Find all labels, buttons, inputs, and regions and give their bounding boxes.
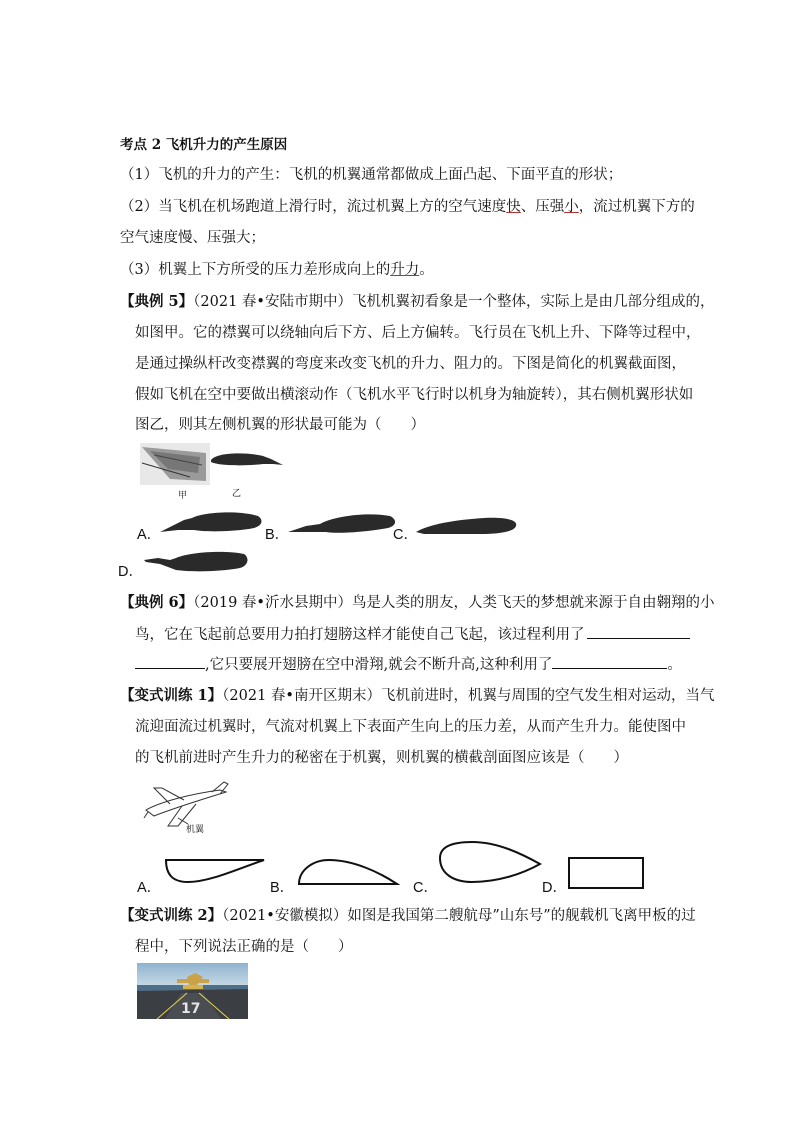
option-c-wing[interactable] xyxy=(414,514,520,538)
point-1: （1）飞机的升力的产生：飞机的机翼通常都做成上面凸起、下面平直的形状； xyxy=(120,167,623,183)
figure-jia-caption: 甲 xyxy=(178,490,188,500)
example-6-text: （2019 春•沂水县期中）鸟是人类的朋友，人类飞天的梦想就来源于自由翱翔的小 xyxy=(193,595,715,611)
example-6-end: 。 xyxy=(667,657,682,673)
practice-2-line1 xyxy=(120,906,696,926)
example-5-line5: 图乙，则其左侧机翼的形状最可能为（ ） xyxy=(135,417,425,433)
airplane-figure xyxy=(140,780,230,832)
example-5-text: （2021 春•安陆市期中）飞机机翼初看象是一个整体，实际上是由几部分组成的， xyxy=(193,294,715,310)
point-2 xyxy=(120,197,695,217)
practice-1-option-b-airfoil[interactable] xyxy=(293,856,403,888)
example-5-tag: 【典例 5】 xyxy=(120,293,194,310)
practice-1-line1 xyxy=(120,686,714,706)
example-5-line2: 如图甲。它的襟翼可以绕轴向后下方、后上方偏转。飞行员在飞机上升、下降等过程中， xyxy=(135,325,701,341)
point-2-line2: 空气速度慢、压强大； xyxy=(120,230,265,246)
practice-1-option-c-label[interactable]: C． xyxy=(413,880,438,896)
practice-1-option-d-label[interactable]: D． xyxy=(542,880,567,896)
practice-1-option-a-airfoil[interactable] xyxy=(160,854,270,888)
example-6-line1 xyxy=(120,593,714,613)
practice-1-line2: 流迎面流过机翼时，气流对机翼上下表面产生向上的压力差，从而产生升力。能使图中 xyxy=(135,719,686,735)
option-d-wing[interactable] xyxy=(140,550,252,574)
practice-1-option-b-label[interactable]: B． xyxy=(270,880,295,896)
point-2-text-c: ，流过机翼下方的 xyxy=(578,199,695,215)
practice-2-text: （2021•安徽模拟）如图是我国第二艘航母”山东号”的舰载机飞离甲板的过 xyxy=(222,908,696,924)
figure-yi-caption: 乙 xyxy=(232,488,242,498)
figure-jia-wing-photo xyxy=(140,443,210,485)
carrier-photo xyxy=(137,963,248,1019)
example-6-line2 xyxy=(135,624,690,645)
option-c-label[interactable]: C． xyxy=(393,527,418,543)
option-b-wing[interactable] xyxy=(286,508,398,536)
point-3-text-a: （3）机翼上下方所受的压力差形成向上的 xyxy=(120,262,391,278)
answer-small: 小 xyxy=(564,199,579,215)
option-a-label[interactable]: A． xyxy=(137,527,162,543)
point-2-text-a: （2）当飞机在机场跑道上滑行时，流过机翼上方的空气速度 xyxy=(120,199,507,215)
option-b-label[interactable]: B． xyxy=(265,527,290,543)
option-a-wing[interactable] xyxy=(158,506,264,536)
answer-blank-2[interactable] xyxy=(552,654,667,669)
answer-blank-1[interactable] xyxy=(587,624,690,639)
wing-caption: 机翼 xyxy=(186,824,205,834)
deck-number: 17 xyxy=(181,1001,201,1017)
practice-2-tag: 【变式训练 2】 xyxy=(120,907,223,924)
practice-1-text: （2021 春•南开区期末）飞机前进时，机翼与周围的空气发生相对运动，当气 xyxy=(222,688,715,704)
answer-fast: 快 xyxy=(506,199,521,215)
practice-2-line2: 程中，下列说法正确的是（ ） xyxy=(135,939,353,955)
example-5-line1 xyxy=(120,292,714,312)
point-2-text-b: 、压强 xyxy=(520,199,565,215)
example-6-text-2: 鸟，它在飞起前总要用力拍打翅膀这样才能使自己飞起，该过程利用了 xyxy=(135,627,585,643)
practice-1-option-a-label[interactable]: A． xyxy=(137,880,162,896)
point-3-text-b: 。 xyxy=(419,262,434,278)
point-3 xyxy=(120,260,434,280)
example-6-line3 xyxy=(135,654,682,675)
example-6-text-3: ,它只要展开翅膀在空中滑翔,就会不断升高,这种利用了 xyxy=(205,657,553,673)
example-5-line4: 假如飞机在空中要做出横滚动作（飞机水平飞行时以机身为轴旋转），其右侧机翼形状如 xyxy=(135,387,694,403)
practice-1-option-c-airfoil[interactable] xyxy=(436,840,542,884)
practice-1-tag: 【变式训练 1】 xyxy=(120,687,223,704)
example-5-line3: 是通过操纵杆改变襟翼的弯度来改变飞机的升力、阻力的。下图是简化的机翼截面图， xyxy=(135,356,686,372)
practice-1-option-d-rect[interactable] xyxy=(567,856,645,890)
example-6-tag: 【典例 6】 xyxy=(120,594,194,611)
section-title: 考点 2 飞机升力的产生原因 xyxy=(120,137,288,153)
answer-lift: 升力 xyxy=(390,262,420,278)
answer-blank-1-cont[interactable] xyxy=(135,654,205,669)
practice-1-line3: 的飞机前进时产生升力的秘密在于机翼，则机翼的横截剖面图应该是（ ） xyxy=(135,750,628,766)
option-d-label[interactable]: D． xyxy=(118,564,143,580)
figure-yi-wing-section xyxy=(207,450,285,472)
